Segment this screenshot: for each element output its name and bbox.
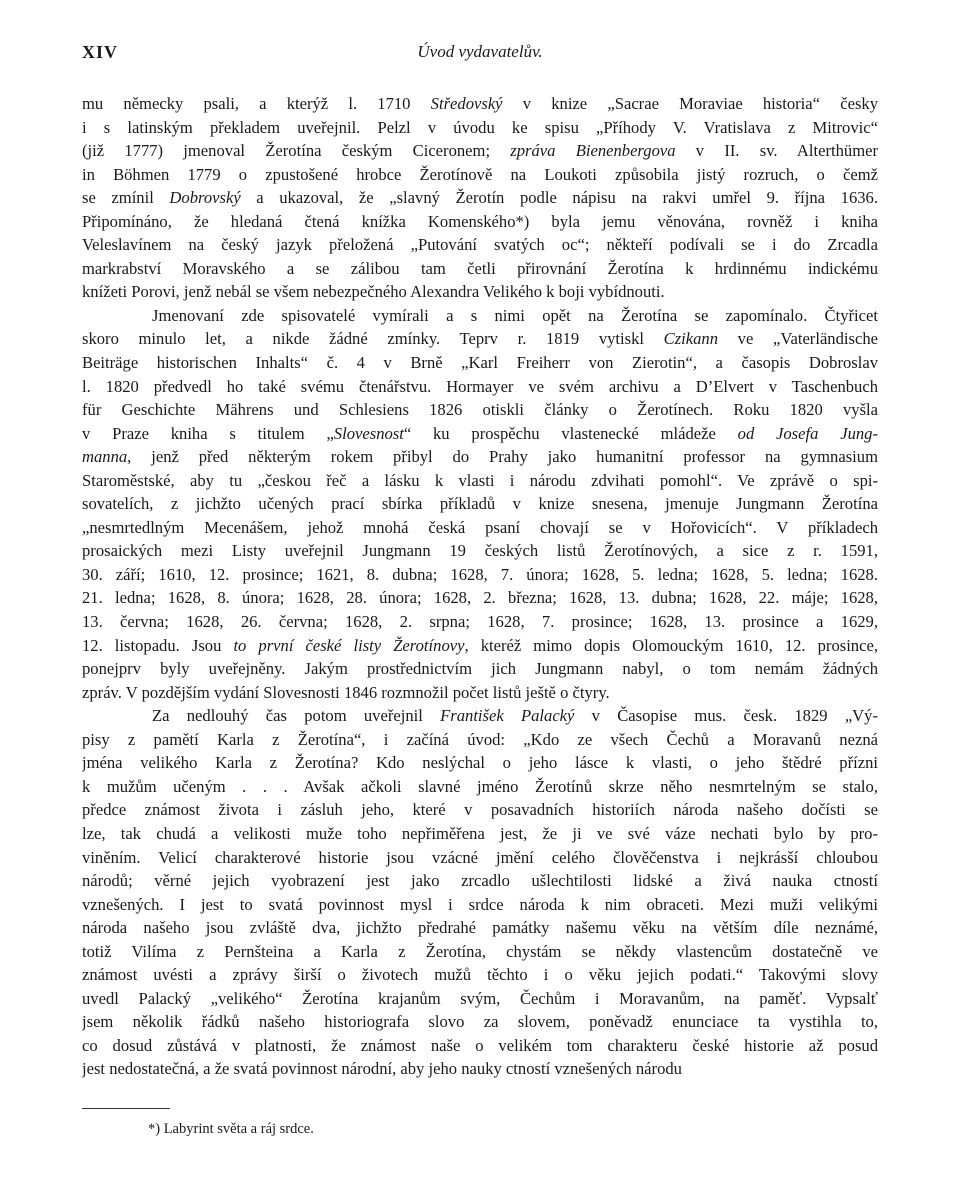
text-line: Veleslavínem na český jazyk přeložená „Putování svatých oc“; někteří podívali se i do Zrcadla	[82, 235, 878, 255]
text-line: manna, jenž před některým rokem přibyl do Prahy jako humanitní professor na gymnasium	[82, 447, 878, 467]
text-line: pisy z pamětí Karla z Žerotína“, i začíná úvod: „Kdo ze všech Čechů a Moravanů nezná	[82, 729, 878, 749]
text-line: 12. listopadu. Jsou to první české listy Žerotínovy, kteréž mimo dopis Olomouckým 1610, 12. prosince,	[82, 635, 878, 655]
text-line: Jmenovaní zde spisovatelé vymírali a s nimi opět na Žerotína se zapomínalo. Čtyřicet	[152, 305, 878, 325]
text-line: v Praze kniha s titulem „Slovesnost“ ku prospěchu vlastenecké mládeže od Josefa Jung-	[82, 423, 878, 443]
text-line: „nesmrtedlným Mecenášem, jehož mnohá česká psaní chovají se v Hořovicích“. V příkladech	[82, 517, 878, 537]
text-line: sovatelích, z jichžto učených prací sbírka příkladů v knize snesena, jmenuje Jungmann Žerotína	[82, 494, 878, 514]
text-line: jsem několik řádků našeho historiografa slovo za slovem, poněvadž enunciace ta vystihla to,	[82, 1012, 878, 1032]
text-line: Připomínáno, že hledaná čtená knížka Komenského*) byla jemu věnována, rovněž i kniha	[82, 211, 878, 231]
text-line: skoro minulo let, a nikde žádné zmínky. Teprv r. 1819 vytiskl Czikann ve „Vaterländische	[82, 329, 878, 349]
text-line: národů; věrné jejich vyobrazení jest jako zrcadlo ušlechtilosti lidské a živá nauka ctností	[82, 871, 878, 891]
page-number: XIV	[82, 42, 119, 62]
text-line: uvedl Palacký „velikého“ Žerotína krajanům svým, Čechům i Moravanům, na paměť. Vypsalť	[82, 988, 878, 1008]
text-line: se zmínil Dobrovský a ukazoval, že „slavný Žerotín podle nápisu na rakvi umřel 9. října 1636.	[82, 188, 878, 208]
running-head: Úvod vydavatelův.	[417, 42, 543, 61]
text-line: markrabství Moravského a se zálibou tam četli přirovnání Žerotína k hrdinnému indickému	[82, 258, 878, 278]
text-line: viněním. Velicí charakterové historie jsou vzácné jmění celého člověčenstva i nejkrásší chloubou	[82, 847, 878, 867]
text-line: 13. června; 1628, 26. června; 1628, 2. srpna; 1628, 7. prosince; 1628, 13. prosince a 1629,	[82, 612, 878, 632]
text-line: l. 1820 předvedl ho také svému čtenářstvu. Hormayer ve svém archivu a D’Elvert v Taschenbuch	[82, 376, 878, 396]
text-line: k mužům učeným . . . Avšak ačkoli slavné jméno Žerotínů skrze něho nesmrtelným se stalo,	[82, 776, 878, 796]
text-line: předce známost života i zásluh jeho, které v posavadních historiích národa našeho dočísti se	[82, 800, 878, 820]
paragraph	[82, 92, 878, 304]
text-line: prosaických mezi Listy uveřejnil Jungmann 19 českých listů Žerotínových, a sice z r. 1591,	[82, 541, 878, 561]
text-line: ponejprv byly uveřejněny. Jakým prostřednictvím jich Jungmann nabyl, o tom nemám žádných	[82, 659, 878, 679]
footnote: *) Labyrint světa a ráj srdce.	[148, 1121, 314, 1137]
text-line: národa našeho jsou zvláště dva, jichžto předrahé památky našemu věku na větším díle neznámé,	[82, 918, 878, 938]
text-line: Za nedlouhý čas potom uveřejnil František Palacký v Časopise mus. česk. 1829 „Vý-	[152, 706, 878, 726]
text-line: Beiträge historischen Inhalts“ č. 4 v Brně „Karl Freiherr von Zierotin“, a časopis Dobroslav	[82, 353, 878, 373]
text-line: lze, tak chudá a velikosti muže toho nepřiměřena jest, že ji ve své váze nechati bylo by pro-	[82, 823, 878, 843]
body-text	[82, 92, 878, 1081]
footnote-rule	[82, 1108, 170, 1109]
text-line: známost uvésti a zprávy širší o životech mužů těchto i o věku jejich podati.“ Takovými slovy	[82, 965, 878, 985]
text-line: Staroměstské, aby tu „českou řeč a lásku k vlasti i národu zdvihati pomohl“. Ve zprávě o spi-	[82, 470, 878, 490]
text-line: co dosud zůstává v platnosti, že známost naše o velikém tom charakteru české historie až posud	[82, 1035, 878, 1055]
text-line: jest nedostatečná, a že svatá povinnost národní, aby jeho nauky ctností vznešených národu	[82, 1059, 682, 1079]
text-line: in Böhmen 1779 o zpustošené hrobce Žerotínově na Loukoti způsobila jistý rozruch, o čemž	[82, 164, 878, 184]
text-line: für Geschichte Mährens und Schlesiens 1826 otiskli články o Žerotínech. Roku 1820 vyšla	[82, 400, 878, 420]
text-line: vznešených. I jest to svatá povinnost mysl i srdce národa k nim obraceti. Mezi muži velikými	[82, 894, 878, 914]
paragraph	[82, 704, 878, 1081]
paragraph	[82, 304, 878, 704]
text-line: 30. září; 1610, 12. prosince; 1621, 8. dubna; 1628, 7. února; 1628, 5. ledna; 1628, 5. ledna; 1628.	[82, 564, 878, 584]
page-header	[82, 42, 878, 66]
text-line: 21. ledna; 1628, 8. února; 1628, 28. února; 1628, 2. března; 1628, 13. dubna; 1628, 22. máje; 1628,	[82, 588, 878, 608]
text-line: i s latinským překladem uveřejnil. Pelzl v úvodu ke spisu „Příhody V. Vratislava z Mitrovic“	[82, 117, 878, 137]
text-line: (již 1777) jmenoval Žerotína českým Ciceronem; zpráva Bienenbergova v II. sv. Alterthümer	[82, 141, 878, 161]
text-line: zpráv. V pozdějším vydání Slovesnosti 1846 rozmnožil počet listů ještě o čtyry.	[82, 682, 610, 702]
text-line: knížeti Porovi, jenž nebál se všem nebezpečného Alexandra Velikého k boji vybídnouti.	[82, 282, 665, 302]
text-line: mu německy psali, a kterýž l. 1710 Středovský v knize „Sacrae Moraviae historia“ česky	[82, 94, 878, 113]
text-line: totiž Vilíma z Pernšteina a Karla z Žerotína, chystám se někdy vlastencům dostatečně ve	[82, 941, 878, 961]
text-line: jména velikého Karla z Žerotína? Kdo neslýchal o jeho lásce k vlasti, o jeho štědré přízni	[82, 753, 878, 773]
